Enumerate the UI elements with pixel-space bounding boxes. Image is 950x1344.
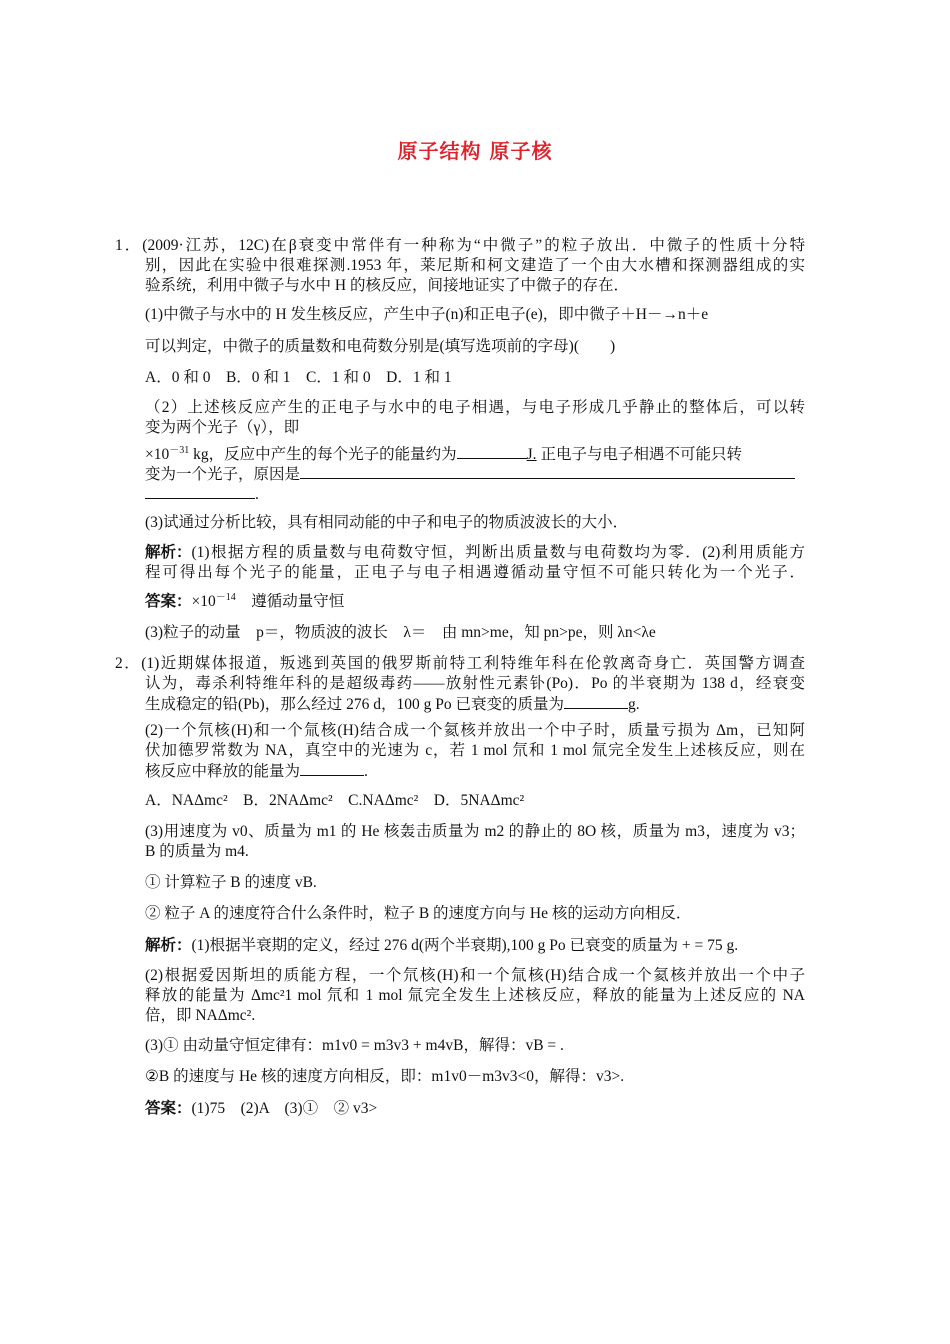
q1-analysis-label: 解析：	[145, 544, 192, 561]
q1-line-3: 验系统，利用中微子与水中 H 的核反应，间接地证实了中微子的存在．	[145, 277, 629, 294]
q1-energy-text: kg，反应中产生的每个光子的能量约为	[189, 446, 457, 463]
q2-analysis-line-1	[145, 936, 738, 956]
q1-part2-line-1: （2）上述核反应产生的正电子与水中的电子相遇，与电子形成几乎静止的整体后，可以转	[145, 399, 805, 416]
q1-analysis-text-1: (1)根据方程的质量数与电荷数守恒，判断出质量数与电荷数均为零．(2)利用质能方	[191, 544, 805, 561]
q2-part2-line-1: (2)一个氘核(H)和一个氚核(H)结合成一个氦核并放出一个中子时，质量亏损为 Δm，已知阿	[145, 722, 805, 739]
q1-part3-solution: (3)粒子的动量 p＝，物质波的波长 λ＝ 由 mn>me，知 pn>pe，则 λn<λe	[145, 624, 656, 641]
q2-energy-text: 核反应中释放的能量为	[145, 763, 301, 780]
q1-reason-blank-cont	[145, 484, 255, 499]
q2-analysis-line-3: 释放的能量为 Δmc²1 mol 氘和 1 mol 氚完全发生上述核反应，释放的能量为上述反应的 NA	[145, 987, 805, 1004]
q2-options: A．NAΔmc² B．2NAΔmc² C.NAΔmc² D．5NAΔmc²	[145, 792, 525, 809]
q1-part2-line-4	[145, 464, 795, 485]
q1-analysis-line-2: 程可得出每个光子的能量，正电子与电子相遇遵循动量守恒不可能只转化为一个光子．	[145, 564, 805, 581]
q2-sub-question-2: ② 粒子 A 的速度符合什么条件时，粒子 B 的速度方向与 He 核的运动方向相反．	[145, 905, 692, 922]
q2-line-3-text: 生成稳定的铅(Pb)，那么经过 276 d，100 g Po 已衰变的质量为	[145, 696, 564, 713]
q2-analysis-text-1: (1)根据半衰期的定义，经过 276 d(两个半衰期),100 g Po 已衰变的质量为 + = 75 g.	[191, 937, 739, 954]
q1-energy-unit: J.	[526, 446, 537, 463]
q1-line-2: 别，因此在实验中很难探测.1953 年，莱尼斯和柯文建造了一个由大水槽和探测器组成的实	[145, 257, 805, 274]
q2-answer-text: (1)75 (2)A (3)① ② v3>	[191, 1100, 378, 1117]
q1-answer	[145, 592, 344, 612]
q2-analysis-label: 解析：	[145, 937, 192, 954]
q1-options: A．0 和 0 B．0 和 1 C．1 和 0 D．1 和 1	[145, 369, 452, 386]
q1-reason-blank	[300, 464, 795, 479]
q2-answer-label: 答案：	[145, 1100, 192, 1117]
q2-part2-line-3	[145, 761, 368, 782]
q2-answer	[145, 1099, 377, 1119]
q1-part2-line-3	[145, 444, 742, 465]
q1-analysis-line-1	[145, 543, 805, 563]
q2-analysis-line-4: 倍，即 NAΔmc².	[145, 1007, 256, 1024]
q2-part3-line-1: (3)用速度为 v0、质量为 m1 的 He 核轰击质量为 m2 的静止的 8O 核，质量为 m3，速度为 v3；	[145, 823, 805, 840]
q1-part1-question: 可以判定，中微子的质量数和电荷数分别是(填写选项前的字母)( )	[145, 338, 616, 355]
q2-line-2: 认为，毒杀利特维年科的是超级毒药——放射性元素钋(Po)．Po 的半衰期为 138 d，经衰变	[145, 675, 805, 692]
q1-reason-text: 正电子与电子相遇不可能只转	[536, 446, 742, 463]
q1-reason-end: .	[255, 486, 259, 503]
q2-line-1: 2．(1)近期媒体报道，叛逃到英国的俄罗斯前特工利特维年科在伦敦离奇身亡．英国警方调查	[115, 655, 805, 672]
q2-analysis-line-2: (2)根据爱因斯坦的质能方程，一个氘核(H)和一个氚核(H)结合成一个氦核并放出一个中子	[145, 967, 805, 984]
q1-mass-exponent: －31	[169, 444, 190, 456]
q2-part2-line-2: 伏加德罗常数为 NA，真空中的光速为 c，若 1 mol 氘和 1 mol 氚完全发生上述核反应，则在	[145, 742, 805, 759]
q2-energy-end: .	[364, 763, 368, 780]
q2-part3-line-2: B 的质量为 m4.	[145, 843, 249, 860]
q2-mass-blank	[564, 694, 628, 709]
q2-analysis-line-5: (3)① 由动量守恒定律有：m1v0 = m3v3 + m4vB，解得：vB = .	[145, 1037, 564, 1054]
q2-line-3	[145, 694, 640, 715]
q2-mass-unit: g.	[627, 696, 640, 713]
q2-sub-question-1: ① 计算粒子 B 的速度 vB.	[145, 874, 317, 891]
q2-analysis-line-6: ②B 的速度与 He 核的速度方向相反，即：m1v0－m3v3<0，解得：v3>.	[145, 1068, 625, 1085]
q1-answer-label: 答案：	[145, 593, 192, 610]
q1-answer-prefix: ×10	[191, 593, 216, 610]
q1-line-1: 1．(2009·江苏，12C)在β衰变中常伴有一种称为“中微子”的粒子放出．中微子的性质十分特	[115, 237, 805, 254]
q1-answer-exponent: －14	[215, 591, 236, 603]
q2-energy-blank	[300, 761, 364, 776]
q1-part2-line-5	[145, 484, 259, 505]
q1-answer-text: 遵循动量守恒	[235, 593, 345, 610]
q1-energy-blank	[457, 444, 527, 459]
page-title: 原子结构 原子核	[397, 139, 553, 163]
q1-mass-prefix: ×10	[145, 446, 170, 463]
q1-reason-prefix: 变为一个光子，原因是	[145, 466, 301, 483]
q1-part1: (1)中微子与水中的 H 发生核反应，产生中子(n)和正电子(e)，即中微子＋H－→n＋e	[145, 306, 709, 323]
q1-part3: (3)试通过分析比较，具有相同动能的中子和电子的物质波波长的大小．	[145, 514, 629, 531]
q1-part2-line-2: 变为两个光子（γ），即	[145, 419, 300, 436]
